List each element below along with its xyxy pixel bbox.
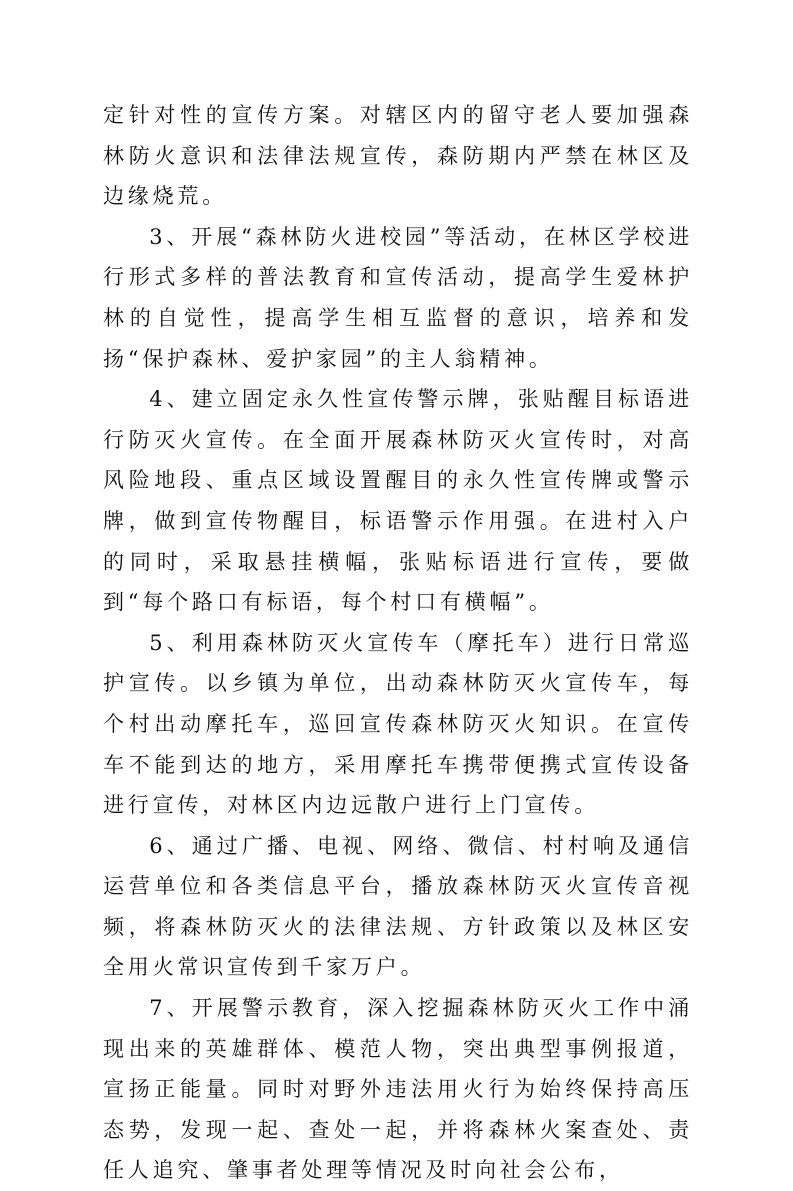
paragraph-item-5: 5、利用森林防灭火宣传车（摩托车）进行日常巡护宣传。以乡镇为单位，出动森林防灭火宣传车，每个村出动摩托车，巡回宣传森林防灭火知识。在宣传车不能到达的地方，采用摩托车携带便携式宣传设备进行宣传，对林区内边远散户进行上门宣传。 [103, 630, 693, 818]
paragraph-item-3: 3、开展“森林防火进校园”等活动，在林区学校进行形式多样的普法教育和宣传活动，提高学生爱林护林的自觉性，提高学生相互监督的意识，培养和发扬“保护森林、爱护家园”的主人翁精神。 [103, 224, 693, 371]
paragraph-continuation: 定针对性的宣传方案。对辖区内的留守老人要加强森林防火意识和法律法规宣传，森防期内严禁在林区及边缘烧荒。 [103, 103, 693, 209]
paragraph-item-7: 7、开展警示教育，深入挖掘森林防灭火工作中涌现出来的英雄群体、模范人物，突出典型事例报道，宣扬正能量。同时对野外违法用火行为始终保持高压态势，发现一起、查处一起，并将森林火案查处、责任人追究、肇事者处理等情况及时向社会公布， [103, 996, 693, 1183]
paragraph-item-4: 4、建立固定永久性宣传警示牌，张贴醒目标语进行防灭火宣传。在全面开展森林防灭火宣传时，对高风险地段、重点区域设置醒目的永久性宣传牌或警示牌，做到宣传物醒目，标语警示作用强。在进村入户的同时，采取悬挂横幅，张贴标语进行宣传，要做到“每个路口有标语，每个村口有横幅”。 [103, 387, 693, 615]
paragraph-item-6: 6、通过广播、电视、网络、微信、村村响及通信运营单位和各类信息平台，播放森林防灭火宣传音视频，将森林防灭火的法律法规、方针政策以及林区安全用火常识宣传到千家万户。 [103, 833, 693, 980]
document-body [103, 95, 693, 1191]
